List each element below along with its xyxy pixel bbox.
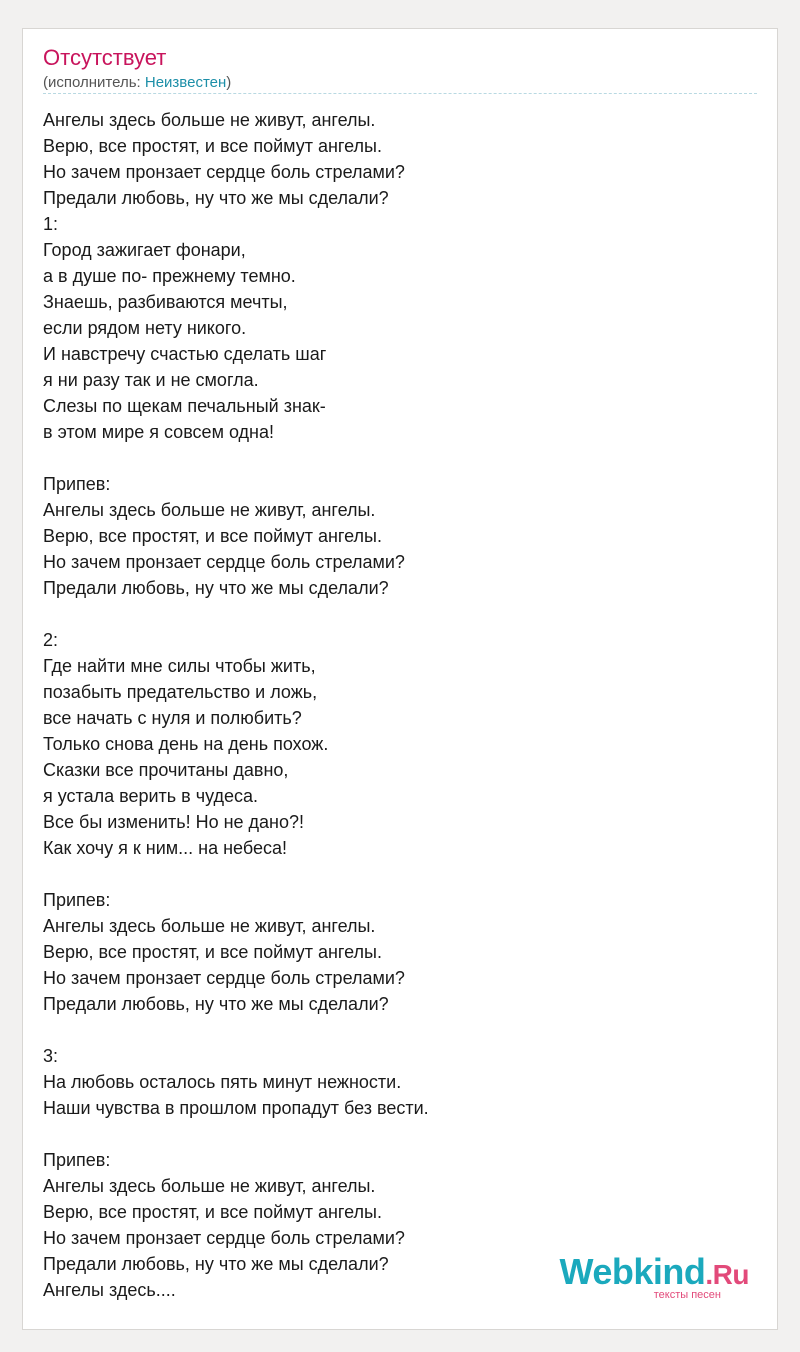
logo-brand: Webkind (559, 1251, 706, 1292)
artist-prefix: (исполнитель: (43, 74, 145, 91)
lyric-line: 1: (43, 214, 59, 234)
lyric-line: Слезы по щекам печальный знак- (43, 396, 326, 416)
lyric-line: все начать с нуля и полюбить? (43, 708, 302, 728)
lyric-line: Предали любовь, ну что же мы сделали? (43, 1254, 389, 1274)
lyric-line: Как хочу я к ним... на небеса! (43, 838, 287, 858)
lyric-line: Верю, все простят, и все поймут ангелы. (43, 942, 382, 962)
lyric-line: Верю, все простят, и все поймут ангелы. (43, 526, 382, 546)
logo-tld: .Ru (705, 1259, 749, 1290)
lyric-line: Верю, все простят, и все поймут ангелы. (43, 1202, 382, 1222)
logo-wordmark (560, 1251, 749, 1292)
lyric-line: Ангелы здесь больше не живут, ангелы. (43, 110, 376, 130)
lyric-line: Знаешь, разбиваются мечты, (43, 292, 288, 312)
lyric-blank-line (43, 1017, 743, 1043)
lyric-line: если рядом нету никого. (43, 318, 247, 338)
lyric-line: Но зачем пронзает сердце боль стрелами? (43, 968, 405, 988)
title-divider (43, 93, 757, 94)
lyric-line: Предали любовь, ну что же мы сделали? (43, 994, 389, 1014)
lyric-line: я ни разу так и не смогла. (43, 370, 259, 390)
song-title: Отсутствует (43, 45, 167, 70)
lyric-line: Все бы изменить! Но не дано?! (43, 812, 305, 832)
lyric-blank-line (43, 1121, 743, 1147)
lyric-line: Предали любовь, ну что же мы сделали? (43, 188, 389, 208)
lyric-line: Ангелы здесь.... (43, 1280, 176, 1300)
lyric-line: Только снова день на день похож. (43, 734, 329, 754)
lyric-line: Припев: (43, 474, 111, 494)
lyric-line: а в душе по- прежнему темно. (43, 266, 296, 286)
lyric-line: На любовь осталось пять минут нежности. (43, 1072, 402, 1092)
lyric-line: 2: (43, 630, 59, 650)
lyric-line: Но зачем пронзает сердце боль стрелами? (43, 162, 405, 182)
lyric-line: Но зачем пронзает сердце боль стрелами? (43, 1228, 405, 1248)
lyric-line: Припев: (43, 1150, 111, 1170)
lyric-line: Ангелы здесь больше не живут, ангелы. (43, 916, 376, 936)
lyric-line: в этом мире я совсем одна! (43, 422, 275, 442)
lyric-line: позабыть предательство и ложь, (43, 682, 318, 702)
lyric-line: Ангелы здесь больше не живут, ангелы. (43, 1176, 376, 1196)
lyric-blank-line (43, 445, 743, 471)
artist-link[interactable]: Неизвестен (144, 74, 227, 91)
artist-suffix: ) (226, 74, 232, 91)
lyric-line: 3: (43, 1046, 59, 1066)
lyric-blank-line (43, 601, 743, 627)
lyric-line: Припев: (43, 890, 111, 910)
lyric-line: Где найти мне силы чтобы жить, (43, 656, 316, 676)
lyric-line: Наши чувства в прошлом пропадут без вести. (43, 1098, 429, 1118)
lyric-line: И навстречу счастью сделать шаг (43, 344, 327, 364)
lyric-line: я устала верить в чудеса. (43, 786, 259, 806)
lyrics-card (22, 28, 778, 1330)
lyric-line: Но зачем пронзает сердце боль стрелами? (43, 552, 405, 572)
lyrics-text (43, 107, 743, 1303)
lyric-line: Сказки все прочитаны давно, (43, 760, 289, 780)
lyric-blank-line (43, 861, 743, 887)
lyric-line: Предали любовь, ну что же мы сделали? (43, 578, 389, 598)
site-logo[interactable] (559, 1251, 749, 1301)
logo-tagline: тексты песен (653, 1289, 721, 1301)
lyric-line: Город зажигает фонари, (43, 240, 246, 260)
lyric-line: Ангелы здесь больше не живут, ангелы. (43, 500, 376, 520)
artist-line (43, 73, 231, 93)
lyric-line: Верю, все простят, и все поймут ангелы. (43, 136, 382, 156)
